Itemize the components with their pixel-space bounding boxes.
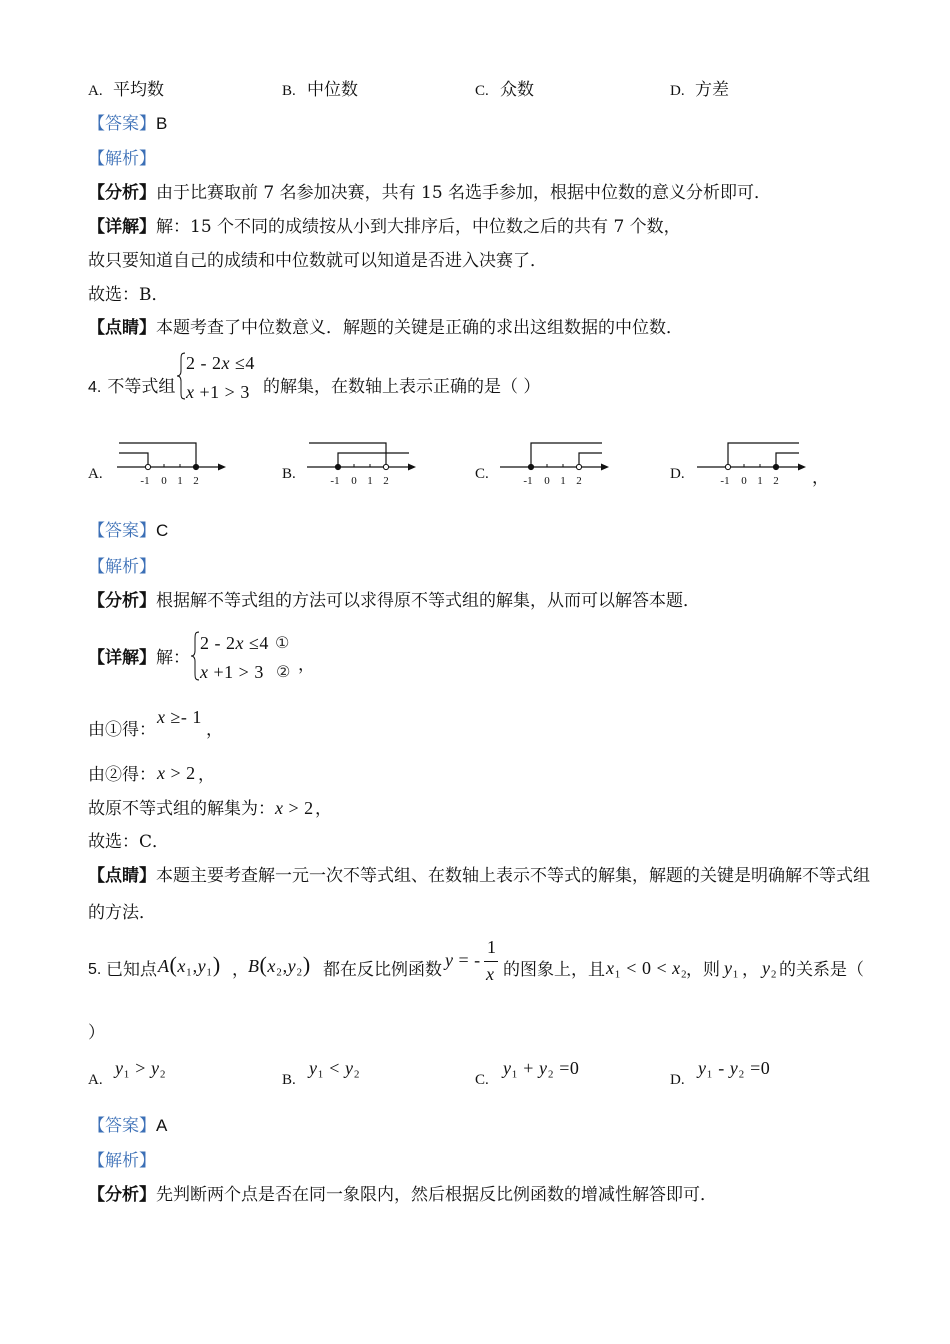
q3-xiangjie-line-1	[88, 217, 681, 237]
system-brace	[176, 352, 186, 400]
number-line-option-d	[695, 432, 809, 490]
option-label: A.	[88, 83, 103, 99]
math-variable: y	[445, 950, 454, 970]
math-variable: x	[267, 956, 276, 976]
number-line-option-b	[305, 432, 419, 490]
answer-tag: 【答案】	[88, 114, 156, 134]
q5-option-math-c: y₁ + y₂ =0	[503, 1058, 580, 1078]
q4-option-label-c: C.	[475, 466, 489, 482]
number-line-option-c	[498, 432, 612, 490]
solution-ray	[309, 443, 386, 467]
option-label: B.	[282, 83, 296, 99]
math-variable: x	[177, 956, 186, 976]
solution-ray	[119, 453, 148, 467]
step1-math: x ≥- 1	[157, 707, 202, 727]
tick-label: 2	[576, 475, 582, 487]
math-variable: x	[275, 798, 284, 818]
math-variable: A	[158, 956, 170, 976]
closed-endpoint	[773, 464, 778, 469]
q5-stem-text-4: ，则	[686, 960, 720, 980]
solution-ray	[728, 443, 799, 467]
q5-stem-text-1: 已知点	[106, 960, 157, 980]
tick-label: 1	[177, 475, 183, 487]
solution-ray	[338, 453, 409, 467]
xiangjie-tag: 【详解】	[88, 217, 156, 237]
tick-label: 1	[367, 475, 373, 487]
y2-symbol: y₂	[762, 958, 778, 978]
q4-choice: 故选：C．	[88, 832, 170, 852]
axis-arrow	[218, 464, 226, 471]
closed-endpoint	[528, 464, 533, 469]
math-variable: y	[150, 1058, 160, 1078]
math-variable: y	[698, 1058, 707, 1078]
step1-suffix: ，	[206, 720, 223, 740]
math-variable: y	[538, 1058, 548, 1078]
q4-stem-start	[88, 377, 175, 397]
math-variable: y	[729, 1058, 739, 1078]
math-variable: x	[186, 382, 195, 402]
system-inequality-1: 2 - 2x ≤4	[186, 353, 255, 373]
answer-tag: 【答案】	[88, 1116, 156, 1136]
q4-jiexi-tag: 【解析】	[88, 557, 156, 577]
options-suffix: ，	[812, 468, 829, 488]
q3-xiangjie-line-3: 故选：B．	[88, 285, 169, 305]
q5-option-label-b: B.	[282, 1072, 296, 1088]
point-a: A(x₁,y₁)	[158, 952, 221, 977]
q5-close-paren: ）	[88, 1023, 105, 1043]
step2-label: 由②得：	[88, 765, 156, 785]
tick-label: 1	[757, 475, 763, 487]
math-paren: (	[259, 952, 268, 977]
dianjing-text: 本题考查了中位数意义．解题的关键是正确的求出这组数据的中位数．	[156, 318, 683, 338]
q4-option-label-a: A.	[88, 466, 103, 482]
math-variable: y	[344, 1058, 354, 1078]
dianjing-tag: 【点睛】	[88, 318, 156, 338]
q5-option-math-a: y₁ > y₂	[115, 1058, 167, 1078]
axis-arrow	[408, 464, 416, 471]
number-line-option-a	[115, 432, 229, 490]
math-variable: x	[486, 964, 495, 984]
math-variable: y	[115, 1058, 124, 1078]
math-variable: y	[503, 1058, 512, 1078]
step2-math: x > 2	[157, 763, 196, 783]
q3-option-c	[475, 80, 534, 100]
q5-jiexi-tag: 【解析】	[88, 1151, 156, 1171]
y1-symbol: y₁	[724, 958, 740, 978]
fenxi-tag: 【分析】	[88, 183, 156, 203]
q3-xiangjie-line-2: 故只要知道自己的成绩和中位数就可以知道是否进入决赛了．	[88, 251, 547, 271]
worked-inequality-1: 2 - 2x ≤4	[200, 633, 269, 653]
math-variable: B	[248, 956, 260, 976]
stem-text: 不等式组	[107, 377, 176, 397]
q3-option-d	[670, 80, 729, 100]
circled-mark-2: ②	[276, 662, 291, 681]
dianjing-tag: 【点睛】	[88, 866, 156, 886]
q4-fenxi-line	[88, 591, 700, 611]
tick-label: -1	[330, 475, 340, 487]
q4-stem-end: 的解集，在数轴上表示正确的是（ ）	[263, 377, 541, 397]
tick-label: 0	[741, 475, 747, 487]
axis-arrow	[601, 464, 609, 471]
worked-inequality-2: x +1 > 3	[200, 662, 264, 682]
system-suffix: ，	[298, 655, 315, 675]
condition-math: x₁ < 0 < x₂	[606, 958, 688, 978]
math-variable: y	[309, 1058, 318, 1078]
fenxi-tag: 【分析】	[88, 591, 156, 611]
math-variable: x	[672, 958, 681, 978]
answer-value: A	[156, 1116, 168, 1135]
math-variable: x	[157, 763, 166, 783]
math-variable: y	[197, 956, 207, 976]
q4-answer-line	[88, 521, 168, 541]
answer-value: B	[156, 114, 168, 133]
solution-ray	[119, 443, 196, 467]
solution-ray	[531, 443, 602, 467]
q5-answer-line	[88, 1116, 167, 1136]
math-paren: )	[212, 952, 221, 977]
xiangjie-tag: 【详解】	[88, 648, 156, 668]
q4-dianjing-line-2: 的方法．	[88, 903, 156, 923]
tick-label: 0	[544, 475, 550, 487]
q3-fenxi-line	[88, 183, 771, 203]
tick-label: -1	[720, 475, 730, 487]
q5-option-label-a: A.	[88, 1072, 103, 1088]
q3-option-a	[88, 80, 164, 100]
dianjing-text: 本题主要考查解一元一次不等式组、在数轴上表示不等式的解集，解题的关键是明确解不等式组	[156, 866, 870, 886]
fraction-denominator	[486, 964, 495, 984]
fraction-bar	[484, 961, 498, 962]
q3-answer-line	[88, 114, 167, 134]
option-label: D.	[670, 83, 685, 99]
tick-label: -1	[523, 475, 533, 487]
point-b: B(x₂,y₂)	[248, 952, 311, 977]
tick-label: 2	[773, 475, 779, 487]
q4-option-label-d: D.	[670, 466, 685, 482]
math-variable: x	[235, 633, 244, 653]
math-variable: y	[762, 958, 771, 978]
math-variable: x	[200, 662, 209, 682]
separator: ，	[232, 960, 249, 980]
open-endpoint	[383, 464, 388, 469]
answer-tag: 【答案】	[88, 521, 156, 541]
math-variable: y	[724, 958, 733, 978]
solution-suffix: ，	[315, 799, 332, 819]
tick-label: 0	[161, 475, 167, 487]
separator: ，	[742, 960, 759, 980]
q3-jiexi-tag: 【解析】	[88, 149, 156, 169]
math-variable: y	[287, 956, 297, 976]
option-text: 平均数	[113, 80, 164, 100]
system-brace	[190, 631, 200, 681]
open-endpoint	[576, 464, 581, 469]
fraction-numerator: 1	[487, 937, 497, 957]
answer-value: C	[156, 521, 169, 540]
closed-endpoint	[193, 464, 198, 469]
q5-stem-text-2: 都在反比例函数	[323, 960, 442, 980]
axis-arrow	[798, 464, 806, 471]
step1-label: 由①得：	[88, 720, 156, 740]
xiangjie-text: 解：15 个不同的成绩按从小到大排序后，中位数之后的共有 7 个数，	[156, 217, 681, 237]
q5-stem-text-5: 的关系是（	[779, 960, 864, 980]
option-text: 中位数	[307, 80, 358, 100]
math-paren: (	[169, 952, 178, 977]
tick-label: 2	[383, 475, 389, 487]
xiangjie-intro: 解：	[156, 648, 190, 668]
fenxi-tag: 【分析】	[88, 1185, 156, 1205]
math-paren: )	[302, 952, 311, 977]
closed-endpoint	[335, 464, 340, 469]
q4-option-label-b: B.	[282, 466, 296, 482]
function-lhs: y = -	[445, 950, 481, 970]
math-variable: x	[157, 707, 166, 727]
step2-suffix: ，	[198, 765, 215, 785]
tick-label: 0	[351, 475, 357, 487]
tick-label: -1	[140, 475, 150, 487]
q5-stem-text-3: 的图象上，且	[503, 960, 605, 980]
fenxi-text: 根据解不等式组的方法可以求得原不等式组的解集，从而可以解答本题．	[156, 591, 700, 611]
q5-fenxi-line	[88, 1185, 717, 1205]
q5-option-label-c: C.	[475, 1072, 489, 1088]
solution-ray	[776, 453, 799, 467]
math-variable: x	[606, 958, 615, 978]
solution-label: 故原不等式组的解集为：	[88, 799, 275, 819]
q5-option-math-d: y₁ - y₂ =0	[698, 1058, 771, 1078]
question-number: 4.	[88, 379, 102, 396]
open-endpoint	[145, 464, 150, 469]
solution-math: x > 2	[275, 798, 314, 818]
fenxi-text: 先判断两个点是否在同一象限内，然后根据反比例函数的增减性解答即可．	[156, 1185, 717, 1205]
q5-option-math-b: y₁ < y₂	[309, 1058, 361, 1078]
open-endpoint	[725, 464, 730, 469]
option-label: C.	[475, 83, 489, 99]
q5-option-label-d: D.	[670, 1072, 685, 1088]
option-text: 众数	[500, 80, 534, 100]
fenxi-text: 由于比赛取前 7 名参加决赛，共有 15 名选手参加，根据中位数的意义分析即可．	[156, 183, 772, 203]
q3-option-b	[282, 80, 358, 100]
option-text: 方差	[695, 80, 729, 100]
circled-mark-1: ①	[275, 633, 290, 652]
q3-dianjing-line	[88, 318, 683, 338]
tick-label: 2	[193, 475, 199, 487]
math-variable: x	[221, 353, 230, 373]
q4-xiangjie-line	[88, 648, 190, 668]
question-number: 5.	[88, 961, 102, 978]
solution-ray	[579, 453, 602, 467]
tick-label: 1	[560, 475, 566, 487]
system-inequality-2: x +1 > 3	[186, 382, 250, 402]
q4-dianjing-line-1	[88, 866, 870, 886]
